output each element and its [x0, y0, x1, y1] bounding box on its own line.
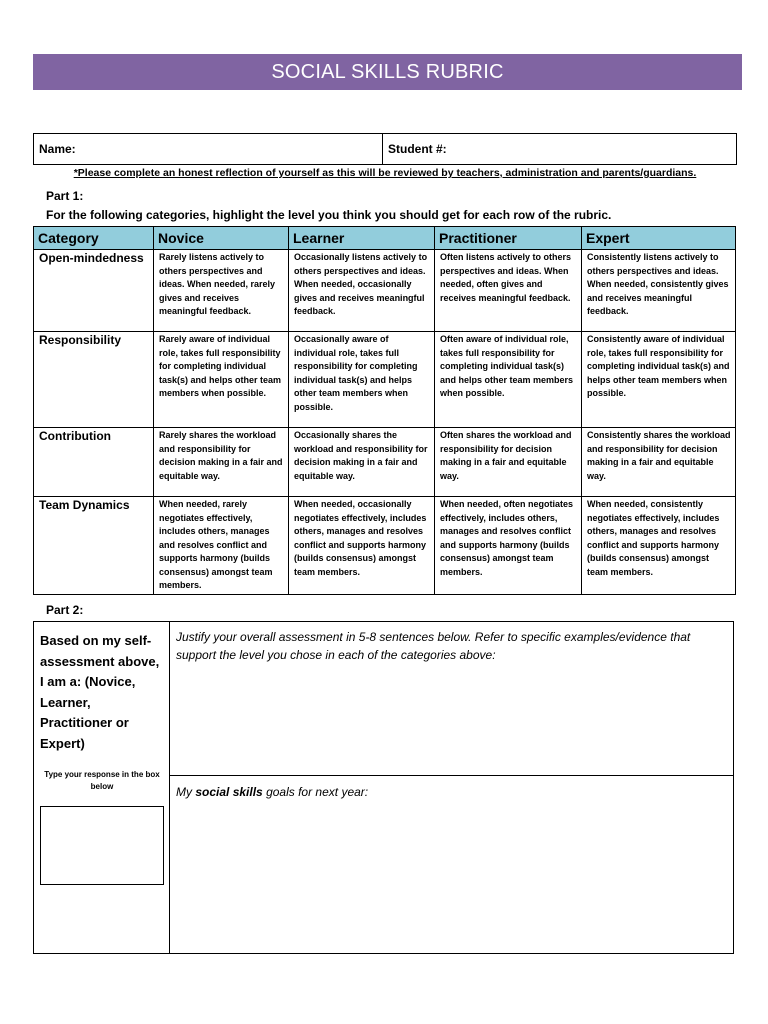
part1-instruction: For the following categories, highlight the level you think you should get for each row of the rubric.: [46, 208, 612, 222]
novice-cell[interactable]: Rarely shares the workload and responsibility for decision making in a fair and equitable way.: [154, 428, 289, 497]
novice-cell[interactable]: Rarely listens actively to others perspectives and ideas. When needed, rarely gives and receives meaningful feedback.: [154, 250, 289, 332]
response-instruction: Type your response in the box below: [44, 770, 160, 791]
novice-cell[interactable]: When needed, rarely negotiates effectively, includes others, manages and resolves conflict and supports harmony (builds consensus) amongst team members.: [154, 497, 289, 595]
practitioner-cell[interactable]: When needed, often negotiates effectively, includes others, manages and resolves conflict and supports harmony (builds consensus) amongst team members.: [435, 497, 582, 595]
novice-cell[interactable]: Rarely aware of individual role, takes full responsibility for completing individual task(s) and helps other team members when possible.: [154, 332, 289, 428]
page-title: SOCIAL SKILLS RUBRIC: [33, 54, 742, 90]
header-expert: Expert: [582, 227, 736, 250]
justification-prompt: Justify your overall assessment in 5-8 sentences below. Refer to specific examples/evidence that support the level you chose in each of the categories above:: [176, 630, 691, 662]
student-number-field[interactable]: [383, 134, 737, 165]
goals-suffix: goals for next year:: [262, 785, 369, 799]
learner-cell[interactable]: Occasionally shares the workload and responsibility for decision making in a fair and equitable way.: [289, 428, 435, 497]
goals-emphasis: social skills: [195, 785, 263, 799]
category-cell: Open-mindedness: [34, 250, 154, 332]
rubric-row-team-dynamics: [34, 497, 736, 595]
self-assessment-heading: Based on my self-assessment above, I am a: (Novice, Learner, Practitioner or Expert): [40, 633, 160, 751]
rubric-row-responsibility: [34, 332, 736, 428]
rubric-row-contribution: [34, 428, 736, 497]
rubric-table: [33, 226, 736, 595]
identity-table: [33, 133, 737, 165]
learner-cell[interactable]: Occasionally listens actively to others perspectives and ideas. When needed, occasionally gives and receives meaningful feedback.: [289, 250, 435, 332]
level-response-box[interactable]: [40, 806, 164, 885]
part2-label: Part 2:: [46, 603, 84, 617]
learner-cell[interactable]: Occasionally aware of individual role, takes full responsibility for completing individual task(s) and helps other team members when possible.: [289, 332, 435, 428]
expert-cell[interactable]: Consistently shares the workload and responsibility for decision making in a fair and equitable way.: [582, 428, 736, 497]
category-cell: Team Dynamics: [34, 497, 154, 595]
part2-divider: [170, 775, 733, 776]
header-category: Category: [34, 227, 154, 250]
student-number-label: Student #:: [388, 142, 447, 156]
learner-cell[interactable]: When needed, occasionally negotiates effectively, includes others, manages and resolves conflict and supports harmony (builds consensus) amongst team members.: [289, 497, 435, 595]
practitioner-cell[interactable]: Often aware of individual role, takes full responsibility for completing individual task(s) and helps other team members when possible.: [435, 332, 582, 428]
self-assessment-column: [34, 622, 170, 953]
practitioner-cell[interactable]: Often listens actively to others perspectives and ideas. When needed, often gives and receives meaningful feedback.: [435, 250, 582, 332]
expert-cell[interactable]: Consistently listens actively to others perspectives and ideas. When needed, consistently gives and receives meaningful feedback.: [582, 250, 736, 332]
goals-area[interactable]: [176, 783, 726, 801]
header-practitioner: Practitioner: [435, 227, 582, 250]
category-cell: Contribution: [34, 428, 154, 497]
practitioner-cell[interactable]: Often shares the workload and responsibility for decision making in a fair and equitable way.: [435, 428, 582, 497]
name-label: Name:: [39, 142, 76, 156]
rubric-header-row: [34, 227, 736, 250]
header-learner: Learner: [289, 227, 435, 250]
goals-prefix: My: [176, 785, 196, 799]
expert-cell[interactable]: When needed, consistently negotiates effectively, includes others, manages and resolves conflict and supports harmony (builds consensus) amongst team members.: [582, 497, 736, 595]
rubric-row-open-mindedness: [34, 250, 736, 332]
expert-cell[interactable]: Consistently aware of individual role, takes full responsibility for completing individual task(s) and helps other team members when possible.: [582, 332, 736, 428]
header-novice: Novice: [154, 227, 289, 250]
justification-area[interactable]: [176, 628, 726, 664]
name-field[interactable]: [34, 134, 383, 165]
category-cell: Responsibility: [34, 332, 154, 428]
honesty-note: *Please complete an honest reflection of yourself as this will be reviewed by teachers, administration and parents/guardians.: [73, 167, 697, 179]
part1-label: Part 1:: [46, 189, 84, 203]
part2-table: [33, 621, 734, 954]
